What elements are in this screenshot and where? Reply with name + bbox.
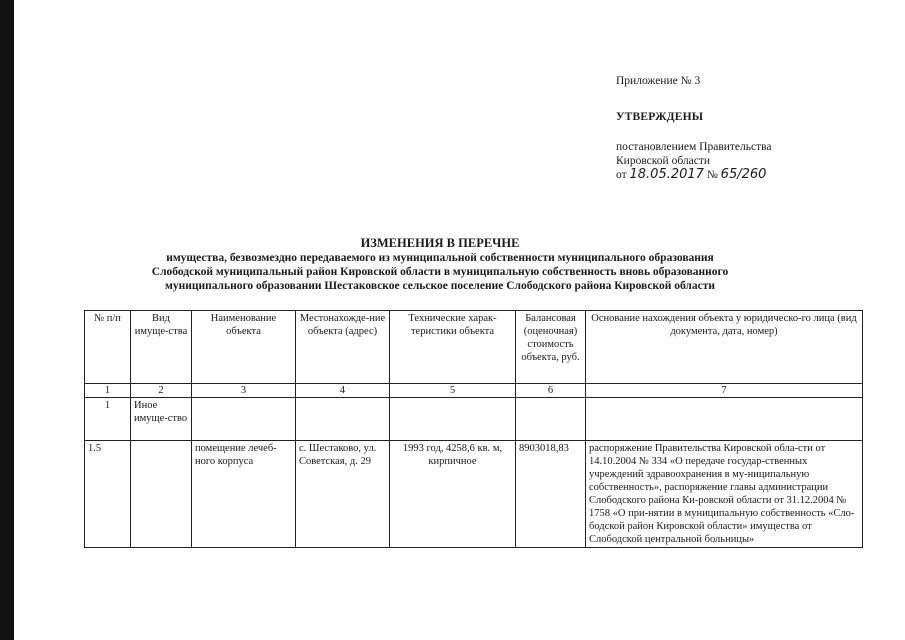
column-number: 6 (516, 384, 586, 398)
header-type: Вид имуще-ства (131, 311, 192, 384)
approval-line-1: постановлением Правительства (616, 141, 772, 153)
column-number: 2 (131, 384, 192, 398)
row-address: с. Шестаково, ул. Советская, д. 29 (296, 441, 390, 548)
empty-cell (390, 398, 516, 441)
header-name: Наименование объекта (192, 311, 296, 384)
document-title (90, 236, 790, 293)
row-type (131, 441, 192, 548)
table-group-row (85, 398, 863, 441)
title-line-2: Слободской муниципальный район Кировской области в муниципальную собственность вновь образованного (151, 266, 729, 278)
scan-edge (0, 0, 14, 640)
number-prefix: № (706, 169, 718, 181)
column-number: 3 (192, 384, 296, 398)
approval-number: 65/260 (720, 167, 767, 182)
header-address: Местонахожде-ние объекта (адрес) (296, 311, 390, 384)
table-header-row (85, 311, 863, 384)
empty-cell (192, 398, 296, 441)
empty-cell (516, 398, 586, 441)
column-number: 1 (85, 384, 131, 398)
empty-cell (586, 398, 863, 441)
approval-date-line (616, 168, 876, 182)
group-num: 1 (85, 398, 131, 441)
row-tech: 1993 год, 4258,6 кв. м, кирпичное (390, 441, 516, 548)
approval-date: 18.05.2017 (629, 167, 704, 182)
column-number: 4 (296, 384, 390, 398)
header-tech: Технические харак-теристики объекта (390, 311, 516, 384)
table-row (85, 441, 863, 548)
row-value: 8903018,83 (516, 441, 586, 548)
row-num: 1.5 (85, 441, 131, 548)
header-num: № п/п (85, 311, 131, 384)
row-name: помещение лечеб-ного корпуса (192, 441, 296, 548)
column-number: 7 (586, 384, 863, 398)
header-basis: Основание нахождения объекта у юридическо-го лица (вид документа, дата, номер) (586, 311, 863, 384)
title-line-1: имущества, безвозмездно передаваемого из муниципальной собственности муниципального образования (166, 252, 714, 264)
empty-cell (296, 398, 390, 441)
approval-block (616, 74, 876, 182)
row-basis: распоряжение Правительства Кировской обла-сти от 14.10.2004 № 334 «О передаче государ-ственных учреждений здравоохранения в му-ниципальную собственность», распоряжение главы администрации Слободского района Ки-ровской области от 31.12.2004 № 1758 «О при-нятии в муниципальную собственность «Сло-бодской район Кировской области» имущества от Слободской центральной больницы» (586, 441, 863, 548)
group-type: Иное имуще-ство (131, 398, 192, 441)
property-table (84, 310, 863, 548)
column-number-row (85, 384, 863, 398)
appendix-label: Приложение № 3 (616, 75, 701, 87)
title-line-3: муниципального образовании Шестаковское сельское поселение Слободского района Кировской области (164, 280, 716, 292)
column-number: 5 (390, 384, 516, 398)
date-prefix: от (616, 169, 627, 181)
approved-label: УТВЕРЖДЕНЫ (616, 111, 704, 123)
approval-line-2: Кировской области (616, 155, 711, 167)
header-value: Балансовая (оценочная) стоимость объекта, руб. (516, 311, 586, 384)
title-heading: ИЗМЕНЕНИЯ В ПЕРЕЧНЕ (360, 236, 520, 250)
